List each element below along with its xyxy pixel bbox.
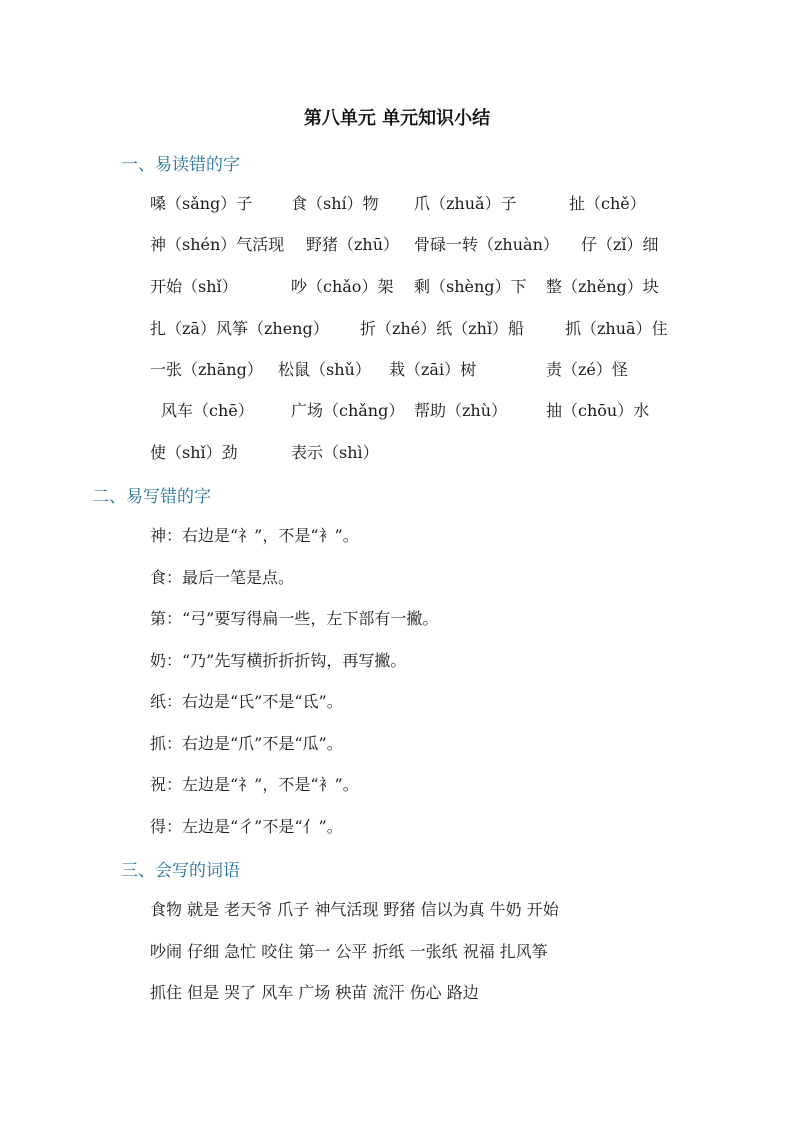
- reading-item: 开始（shǐ）: [150, 277, 238, 296]
- word-row: 吵闹 仔细 急忙 咬住 第一 公平 折纸 一张纸 祝福 扎风筝: [150, 942, 548, 961]
- reading-item: 整（zhěng）块: [546, 277, 659, 296]
- writing-rule: 抓：右边是“爪”不是“瓜”。: [150, 734, 343, 753]
- reading-item: 爪（zhuǎ）子: [414, 194, 517, 213]
- reading-item: 神（shén）气活现: [150, 235, 285, 254]
- word-row: 食物 就是 老天爷 爪子 神气活现 野猪 信以为真 牛奶 开始: [150, 900, 559, 919]
- reading-row: [0, 191, 794, 221]
- word-row: 抓住 但是 哭了 风车 广场 秧苗 流汗 伤心 路边: [150, 983, 479, 1002]
- writing-rule: 第：“弓”要写得扁一些，左下部有一撇。: [150, 609, 439, 628]
- reading-item: 表示（shì）: [291, 443, 379, 462]
- writing-rule: 祝：左边是“礻”，不是“衤”。: [150, 775, 359, 794]
- section-heading-reading: 一、易读错的字: [121, 155, 240, 175]
- reading-item: 使（shǐ）劲: [150, 443, 238, 462]
- reading-item: 剩（shèng）下: [414, 277, 527, 296]
- reading-item: 帮助（zhù）: [414, 401, 508, 420]
- reading-item: 一张（zhāng）: [150, 360, 263, 379]
- reading-item: 风车（chē）: [161, 401, 254, 420]
- reading-item: 折（zhé）纸（zhǐ）船: [360, 319, 525, 338]
- reading-row: [0, 232, 794, 262]
- reading-item: 仔（zǐ）细: [581, 235, 659, 254]
- reading-item: 嗓（sǎng）子: [150, 194, 253, 213]
- reading-item: 食（shí）物: [291, 194, 379, 213]
- reading-item: 扎（zā）风筝（zheng）: [150, 319, 329, 338]
- reading-item: 抓（zhuā）住: [565, 319, 668, 338]
- reading-row: [0, 440, 794, 470]
- reading-item: 吵（chǎo）架: [291, 277, 394, 296]
- reading-item: 扯（chě）: [569, 194, 646, 213]
- reading-item: 栽（zāi）树: [389, 360, 477, 379]
- writing-rule: 食：最后一笔是点。: [150, 568, 295, 587]
- reading-row: [0, 316, 794, 346]
- page-title: 第八单元 单元知识小结: [303, 108, 491, 129]
- section-heading-writing: 二、易写错的字: [92, 487, 211, 507]
- reading-row: [0, 398, 794, 428]
- writing-rule: 纸：右边是“氏”不是“氐”。: [150, 692, 343, 711]
- writing-rule: 奶：“乃”先写横折折折钩，再写撇。: [150, 651, 407, 670]
- reading-item: 责（zé）怪: [546, 360, 628, 379]
- writing-rule: 神：右边是“礻”，不是“衤”。: [150, 526, 359, 545]
- reading-item: 骨碌一转（zhuàn）: [414, 235, 559, 254]
- reading-row: [0, 357, 794, 387]
- section-heading-words: 三、会写的词语: [121, 861, 240, 881]
- writing-rule: 得：左边是“彳”不是“亻”。: [150, 817, 343, 836]
- reading-item: 松鼠（shǔ）: [278, 360, 371, 379]
- reading-row: [0, 274, 794, 304]
- reading-item: 抽（chōu）水: [546, 401, 650, 420]
- reading-item: 广场（chǎng）: [291, 401, 405, 420]
- reading-item: 野猪（zhū）: [306, 235, 400, 254]
